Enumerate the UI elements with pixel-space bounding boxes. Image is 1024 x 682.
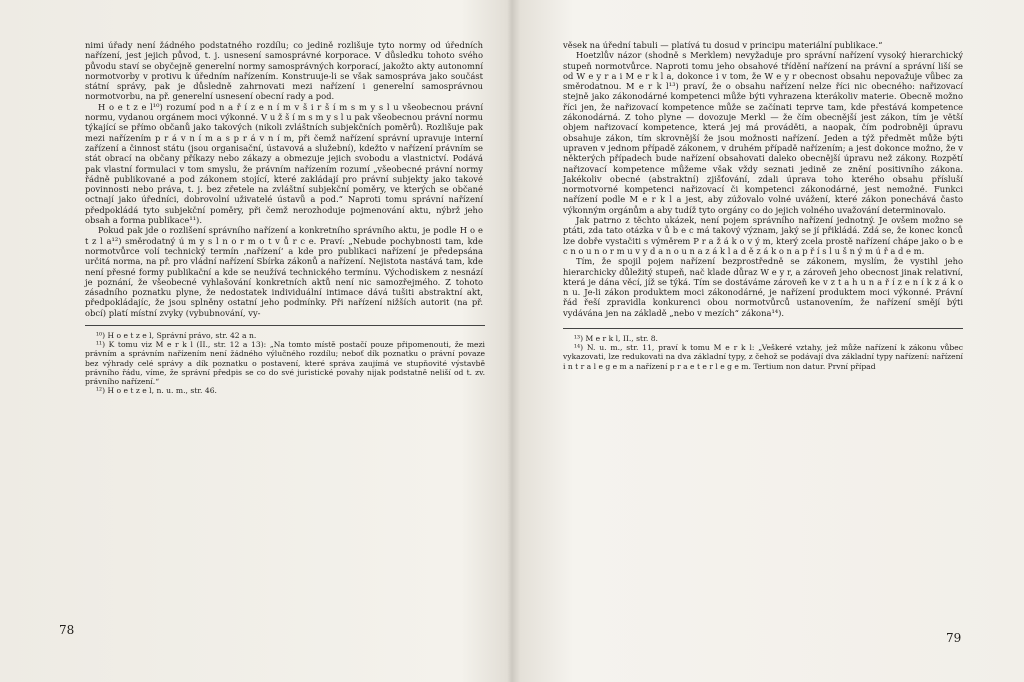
- footnote: ¹⁰) H o e t z e l, Správní právo, str. 42 a n.: [96, 331, 257, 341]
- paragraph: Tím, že spojil pojem nařízení bezprostředně se zákonem, myslím, že vystihl jeho hierarchicky důležitý stupeň, nač klade důraz W e y r, a zároveň jeho obecnost jinak relativní, která je dána věcí, jíž se týká. Tím se dostáváme zároveň ke v z t a h u n a ř í z e n í k z á k o n u. Je-li zákon produktem moci zákonodárné, je nařízení produktem moci výkonné. Právní řád řeší zpravidla konkurenci obou normotvůrců ustanovením, že nařízení smějí býti vydávána jen na základě „nebo v mezích“ zákona¹⁴).: [563, 256, 963, 318]
- right-page-footnotes: [563, 328, 963, 371]
- paragraph: věsek na úřední tabuli — platívá tu dosud v principu materiální publikace.“: [563, 40, 883, 50]
- page-number-right: 79: [946, 631, 962, 645]
- footnote: ¹⁴) N. u. m., str. 11, praví k tomu M e r k l: „Veškeré vztahy, jež může nařízení k zákonu vůbec vykazovati, lze redukovati na dva základní typy, z čehož se podávají dva základní typy nařízení: nařízení i n t r a l e g e m a nařízení p r a e t e r l e g e m. Tertium non datur. První případ: [563, 343, 963, 371]
- left-page-body: [85, 40, 483, 318]
- paragraph: Pokud pak jde o rozlišení správního nařízení a konkretního správního aktu, je podle H o e t z l a¹²) směrodatný ú m y s l n o r m o t v ů r c e. Praví: „Nebude pochybnosti tam, kde normotvůrce volí technický termín ‚nařízení‘ a kde pro publikaci nařízení je předepsána určitá norma, na př. pro vládní nařízení Sbírka zákonů a nařízení. Nejistota nastává tam, kde není přesné formy publikační a kde se neužívá technického termínu. Východiskem z nesnází je poznání, že všeobecné vyhlašování konkretních aktů není nic samozřejmého. Z tohoto zásadního poznatku plyne, že nedostatek individuální intimace dává tušiti abstraktní akt, předpokládajíc, že jsou splněny ostatní jeho podmínky. Při nařízení nižších autorit (na př. obcí) platí místní zvyky (vybubnování, vy-: [85, 225, 483, 318]
- footnote: ¹³) M e r k l, II., str. 8.: [574, 334, 658, 344]
- footnote: ¹²) H o e t z e l, n. u. m., str. 46.: [96, 386, 217, 396]
- paragraph: Jak patrno z těchto ukázek, není pojem správního nařízení jednotný. Je ovšem možno se ptáti, zda tato otázka v ů b e c má takový význam, jaký se jí přikládá. Zdá se, že konec konců lze dobře vystačiti s výměrem P r a ž á k o v ý m, který zcela prostě nařízení chápe jako o b e c n o u n o r m u v y d a n o u n a z á k l a d ě z á k o n a p ř í s l u š n ý m ú ř a d e m.: [563, 215, 963, 256]
- right-page-body: [563, 40, 963, 318]
- page-number-left: 78: [59, 623, 75, 637]
- paragraph: Hoetzlův názor (shodně s Merklem) nevyžaduje pro správní nařízení vysoký hierarchický stupeň normotvůrce. Naproti tomu jeho obsahové třídění nařízení na právní a správní liší se od W e y r a i M e r k l a, dokonce i v tom, že W e y r obecnost obsahu nepovažuje vůbec za směrodatnou. M e r k l¹³) praví, že o obsahu nařízení nelze říci nic obecného: nařizovací stejně jako zákonodárné kompetenci může býti vyhrazena kterákoliv materie. Obecně možno říci jen, že nařizovací kompetence může se začínati teprve tam, kde přestává kompetence zákonodárná. Z toho plyne — dovozuje Merkl — že čím obecnější jest zákon, tím je větší objem nařizovací kompetence, která jej má prováděti, a naopak, čím podrobněji úpravu obsahuje zákon, tím skrovnější že jsou možnosti nařízení. Jeden a týž předmět může býti upraven v jednom případě zákonem, v druhém případě nařízením; a jest dokonce možno, že v některých případech bude nařízení obsahovati daleko obecnější úpravu než zákony. Rozpětí nařizovací kompetence můžeme však vždy seznati jedině ze znění positivního zákona. Jakékoliv obecné (abstraktní) zjišťování, zdali úprava toho kterého obsahu přísluší normotvorné kompetenci nařizovací či kompetenci zákonodárné, jest nemožné. Funkci nařízení podle M e r k l a jest, aby zúžovalo volné uvážení, které zákon ponechává často výkonným orgánům a aby tudíž tyto orgány co do jejich volného uvažování determinovalo.: [563, 50, 963, 215]
- left-page-footnotes: [85, 325, 485, 395]
- footnote: ¹¹) K tomu viz M e r k l (II., str. 12 a 13): „Na tomto místě postačí pouze připomenouti, že mezi právním a správním nařízením není žádného výlučného rozdílu; neboť dík poznatku o právní povaze bez výhrady celé správy a dík poznatku o postavení, které správa zaujímá ve stupňovité výstavbě právního řádu, víme, že správní předpis se co do své juristické povahy nijak podstatně neliší od t. zv. právního nařízení.“: [85, 340, 485, 387]
- paragraph: H o e t z e l¹⁰) rozumí pod n a ř í z e n í m v š i r š í m s m y s l u všeobecnou právní normu, vydanou orgánem moci výkonné. V u ž š í m s m y s l u pak všeobecnou právní normu týkající se přímo občanů jako takových (nikoli zvláštních subjekčních poměrů). Rozlišuje pak mezi nařízením p r á v n í m a s p r á v n í m, při čemž nařízení správní upravuje interní zařízení a činnost státu (jsou organisační, ústavová a služební), kdežto v nařízení právním se stát obrací na občany příkazy nebo zákazy a obmezuje jejich svobodu a vlastnictví. Podává pak vlastní formulaci v tom smyslu, že právním nařízením rozumí „všeobecné právní normy řádně publikované a pod zákonem stojící, které zakládají pro právní subjekty jako takové povinnosti nebo práva, t. j. bez zřetele na zvláštní subjekční poměry, ve kterých se občané octnají jako úředníci, dobrovolní uživatelé ústavů a pod.“ Naproti tomu správní nařízení předpokládá tyto subjekční poměry, při čemž nerozhoduje pojmenování aktu, nýbrž jeho obsah a forma publikace¹¹).: [85, 101, 483, 226]
- left-page: [85, 40, 483, 395]
- paragraph: nimi úřady není žádného podstatného rozdílu; co jedině rozlišuje tyto normy od úředních nařízení, jest jejich původ, t. j. usnesení samosprávné korporace. V důsledku tohoto svého původu staví se obyčejně generelní normy samosprávných korporací, jakožto akty autonomní normotvorby v protivu k úředním nařízením. Konstruuje-li se však samospráva jako součást státní správy, pak je důsledně zahrnovati mezi nařízení i generelní samosprávnou normotvorbu, na př. generelní usnesení obecní rady a pod.: [85, 40, 483, 102]
- right-page: [563, 40, 963, 371]
